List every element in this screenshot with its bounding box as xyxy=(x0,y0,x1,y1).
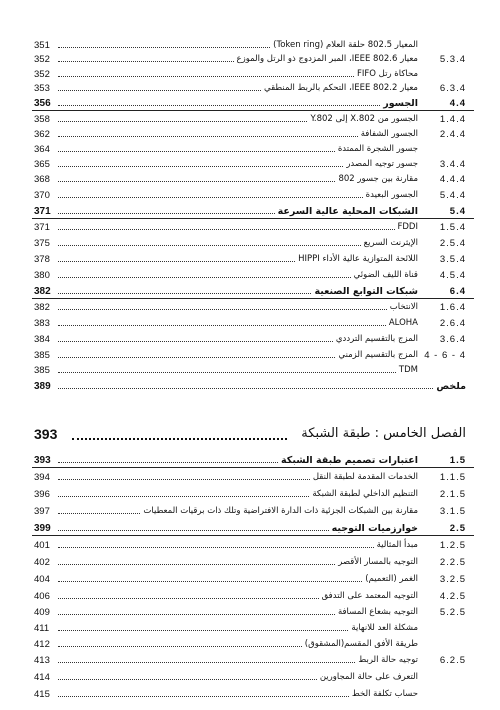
toc-section-number: 3.4.4 xyxy=(439,159,466,170)
toc-page-number: 397 xyxy=(34,506,50,517)
toc-title: قناة الليف الضوئي xyxy=(353,270,418,280)
toc-title: الجسور xyxy=(383,98,418,109)
toc-leader xyxy=(58,166,343,167)
toc-leader xyxy=(58,261,295,262)
toc-section-number: 3.6.4 xyxy=(439,334,466,345)
toc-title: جسور الشجرة الممتدة xyxy=(337,144,418,154)
toc-leader xyxy=(58,679,317,680)
toc-leader xyxy=(58,496,309,497)
toc-title: حساب تكلفة الخط xyxy=(351,689,418,699)
toc-page-number: 415 xyxy=(34,689,50,700)
toc-section-number: 1.5 xyxy=(449,455,466,466)
toc-row xyxy=(0,81,500,96)
toc-page-number: 365 xyxy=(34,159,50,170)
toc-row xyxy=(0,96,500,111)
toc-title: مبدأ المثالية xyxy=(376,540,418,550)
toc-title: المعيار 802.5 حلقة العلام (Token ring) xyxy=(273,40,418,50)
toc-row xyxy=(0,52,500,67)
toc-title: الانتخاب xyxy=(389,302,418,312)
chapter-heading xyxy=(0,423,500,445)
toc-page-number: 370 xyxy=(34,190,50,201)
toc-leader xyxy=(58,309,387,310)
toc-title: مشكلة العد للانهاية xyxy=(351,623,418,633)
toc-row xyxy=(0,157,500,172)
toc-page-number: 382 xyxy=(34,286,51,297)
chapter-leader xyxy=(72,438,287,440)
toc-row xyxy=(0,112,500,127)
toc-leader xyxy=(58,630,348,631)
toc-leader xyxy=(58,479,310,480)
toc-leader xyxy=(58,513,140,514)
toc-leader xyxy=(58,47,270,48)
toc-row xyxy=(0,220,500,235)
toc-page-number: 358 xyxy=(34,114,50,125)
toc-page-number: 399 xyxy=(34,523,51,534)
toc-title: توجيه حالة الربط xyxy=(358,655,418,665)
toc-leader xyxy=(58,357,335,358)
toc-section-number: 2.6.4 xyxy=(439,318,466,329)
toc-page-number: 371 xyxy=(34,222,50,233)
toc-section-number: 6.4 xyxy=(449,286,466,297)
toc-leader xyxy=(58,213,275,214)
toc-section-number: 4.4.4 xyxy=(439,174,466,185)
toc-title: التوجيه المعتمد على التدفق xyxy=(321,591,418,601)
toc-title: خوارزميات التوجيه xyxy=(331,523,418,534)
toc-page-number: 356 xyxy=(34,98,51,109)
toc-leader xyxy=(58,696,349,697)
toc-title: التنظيم الداخلي لطبقة الشبكة xyxy=(312,489,418,499)
toc-page-number: 389 xyxy=(34,381,51,392)
toc-leader xyxy=(58,662,355,663)
toc-leader xyxy=(58,245,361,246)
toc-title: الخدمات المقدمة لطبقة النقل xyxy=(312,472,418,482)
toc-row xyxy=(0,67,500,82)
toc-row xyxy=(0,363,500,378)
toc-leader xyxy=(58,598,319,599)
toc-page-number: 412 xyxy=(34,639,50,650)
toc-section-number: 1.5.4 xyxy=(439,222,466,233)
toc-row xyxy=(0,127,500,142)
toc-leader xyxy=(58,76,354,77)
toc-page-number: 371 xyxy=(34,206,51,217)
toc-section-number: 1.6.4 xyxy=(439,302,466,313)
toc-page-number: 351 xyxy=(34,40,50,51)
toc-row xyxy=(0,316,500,331)
toc-page-number: 402 xyxy=(34,557,50,568)
toc-section-number: 1.4.4 xyxy=(439,114,466,125)
toc-row xyxy=(0,236,500,251)
toc-page-number: 394 xyxy=(34,472,50,483)
toc-title: طريقة الأفق المقسم(المشقوق) xyxy=(304,639,418,649)
toc-row xyxy=(0,670,500,685)
toc-title: محاكاة رتل FIFO xyxy=(356,69,418,79)
toc-section-number: 4 - 6 - 4 xyxy=(424,350,466,361)
toc-title: جسور توجيه المصدر xyxy=(346,159,418,169)
toc-section-number: 3.1.5 xyxy=(439,506,466,517)
toc-leader xyxy=(58,646,302,647)
toc-page-number: 380 xyxy=(34,270,50,281)
toc-row xyxy=(0,252,500,267)
toc-title: الجسور البعيدة xyxy=(365,190,418,200)
toc-title: الغمر (التعميم) xyxy=(365,574,418,584)
toc-title: التوجيه بشعاع المسافة xyxy=(337,607,418,617)
toc-title: TDM xyxy=(398,365,418,375)
toc-section-number: 3.5.4 xyxy=(439,254,466,265)
toc-leader xyxy=(58,181,335,182)
toc-section-number: 2.5 xyxy=(449,523,466,534)
toc-section-number: 2.2.5 xyxy=(439,557,466,568)
toc-section-number: 5.2.5 xyxy=(439,607,466,618)
toc-row xyxy=(0,538,500,553)
toc-title: مقارنة بين الشبكات الجزئية ذات الدارة الافتراضية وتلك ذات برقيات المعطيات xyxy=(143,506,418,516)
toc-row xyxy=(0,487,500,502)
toc-section-number: 1.2.5 xyxy=(439,540,466,551)
toc-section-number: 6.3.4 xyxy=(439,83,466,94)
toc-page-number: 406 xyxy=(34,591,50,602)
toc-section-number: 1.1.5 xyxy=(439,472,466,483)
toc-row xyxy=(0,172,500,187)
toc-row xyxy=(0,555,500,570)
toc-leader xyxy=(58,121,307,122)
toc-leader xyxy=(58,293,311,294)
toc-title: معيار IEEE 802.6، المبر المزدوج ذو الرتل والموزع xyxy=(236,54,418,64)
toc-section-number: 4.4 xyxy=(449,98,466,109)
toc-title: الشبكات المحلية عالية السرعة xyxy=(277,206,418,217)
toc-row xyxy=(0,332,500,347)
toc-row xyxy=(0,521,500,536)
toc-page-number: 382 xyxy=(34,302,50,313)
toc-title: الجسور الشفافة xyxy=(360,129,418,139)
toc-row xyxy=(0,453,500,468)
toc-leader xyxy=(58,547,374,548)
toc-page-number: 353 xyxy=(34,83,50,94)
toc-leader xyxy=(58,61,234,62)
toc-leader xyxy=(58,462,278,463)
toc-page-number: 393 xyxy=(34,455,51,466)
toc-section-number: 3.2.5 xyxy=(439,574,466,585)
toc-page-number: 401 xyxy=(34,540,50,551)
toc-title: الجسور من X.802 إلى Y.802 xyxy=(310,114,418,124)
toc-row xyxy=(0,188,500,203)
toc-page-number: 364 xyxy=(34,144,50,155)
toc-row xyxy=(0,687,500,702)
toc-leader xyxy=(58,277,351,278)
toc-page-number: 384 xyxy=(34,334,50,345)
toc-page-number: 375 xyxy=(34,238,50,249)
toc-row xyxy=(0,142,500,157)
toc-row xyxy=(0,284,500,299)
toc-row xyxy=(0,572,500,587)
toc-row xyxy=(0,470,500,485)
toc-page-number: 383 xyxy=(34,318,50,329)
toc-page-number: 385 xyxy=(34,365,50,376)
toc-row xyxy=(0,268,500,283)
toc-title: المزج بالتقسيم الترددي xyxy=(335,334,418,344)
toc-title: اعتبارات تصميم طبقة الشبكة xyxy=(281,455,418,466)
toc-section-number: 6.2.5 xyxy=(439,655,466,666)
toc-page-number: 385 xyxy=(34,350,50,361)
toc-leader xyxy=(58,581,362,582)
toc-page-number: 414 xyxy=(34,672,50,683)
toc-row xyxy=(0,379,500,394)
toc-leader xyxy=(58,229,395,230)
toc-row xyxy=(0,589,500,604)
toc-section-number: 2.5.4 xyxy=(439,238,466,249)
toc-section-number: 4.2.5 xyxy=(439,591,466,602)
chapter-title: الفصل الخامس : طبقة الشبكة xyxy=(301,426,466,441)
toc-page-number: 404 xyxy=(34,574,50,585)
toc-page-number: 409 xyxy=(34,607,50,618)
toc-leader xyxy=(58,105,380,106)
toc-section-number: 2.1.5 xyxy=(439,489,466,500)
toc-title: ملخص xyxy=(436,381,466,392)
toc-leader xyxy=(58,90,261,91)
toc-title: الإيثرنت السريع xyxy=(363,238,418,248)
toc-leader xyxy=(58,151,335,152)
toc-row xyxy=(0,300,500,315)
toc-row xyxy=(0,204,500,219)
toc-title: المزج بالتقسيم الزمني xyxy=(338,350,418,360)
toc-page-number: 352 xyxy=(34,69,50,80)
toc-page-number: 362 xyxy=(34,129,50,140)
toc-row xyxy=(0,637,500,652)
toc-title: ALOHA xyxy=(388,318,418,328)
toc-title: اللائحة المتوازية عالية الأداء HIPPI xyxy=(298,254,418,264)
toc-leader xyxy=(58,614,335,615)
toc-row xyxy=(0,605,500,620)
toc-row xyxy=(0,621,500,636)
toc-row xyxy=(0,653,500,668)
toc-page-number: 378 xyxy=(34,254,50,265)
toc-section-number: 5.4.4 xyxy=(439,190,466,201)
toc-row xyxy=(0,38,500,53)
toc-title: مقارنة بين جسور 802 xyxy=(338,174,418,184)
toc-leader xyxy=(58,372,396,373)
toc-title: شبكات التوابع الصنعية xyxy=(314,286,418,297)
toc-section-number: 5.4 xyxy=(449,206,466,217)
toc-page-number: 413 xyxy=(34,655,50,666)
toc-page-number: 368 xyxy=(34,174,50,185)
toc-page-number: 352 xyxy=(34,54,50,65)
toc-leader xyxy=(58,197,363,198)
toc-title: التوجيه بالمسار الأقصر xyxy=(338,557,418,567)
chapter-page-number: 393 xyxy=(34,426,58,442)
toc-page-number: 396 xyxy=(34,489,50,500)
toc-section-number: 4.5.4 xyxy=(439,270,466,281)
toc-leader xyxy=(58,564,335,565)
toc-section-number: 5.3.4 xyxy=(439,54,466,65)
toc-title: FDDI xyxy=(397,222,418,232)
toc-row xyxy=(0,348,500,363)
toc-leader xyxy=(58,325,386,326)
toc-page-number: 411 xyxy=(34,623,50,634)
toc-row xyxy=(0,504,500,519)
toc-leader xyxy=(58,341,333,342)
toc-section-number: 2.4.4 xyxy=(439,129,466,140)
toc-leader xyxy=(58,136,358,137)
toc-leader xyxy=(58,388,433,389)
toc-title: معيار IEEE 802.2، التحكم بالربط المنطقي xyxy=(264,83,418,93)
toc-title: التعرف على حالة المجاورين xyxy=(319,672,418,682)
toc-leader xyxy=(58,530,329,531)
